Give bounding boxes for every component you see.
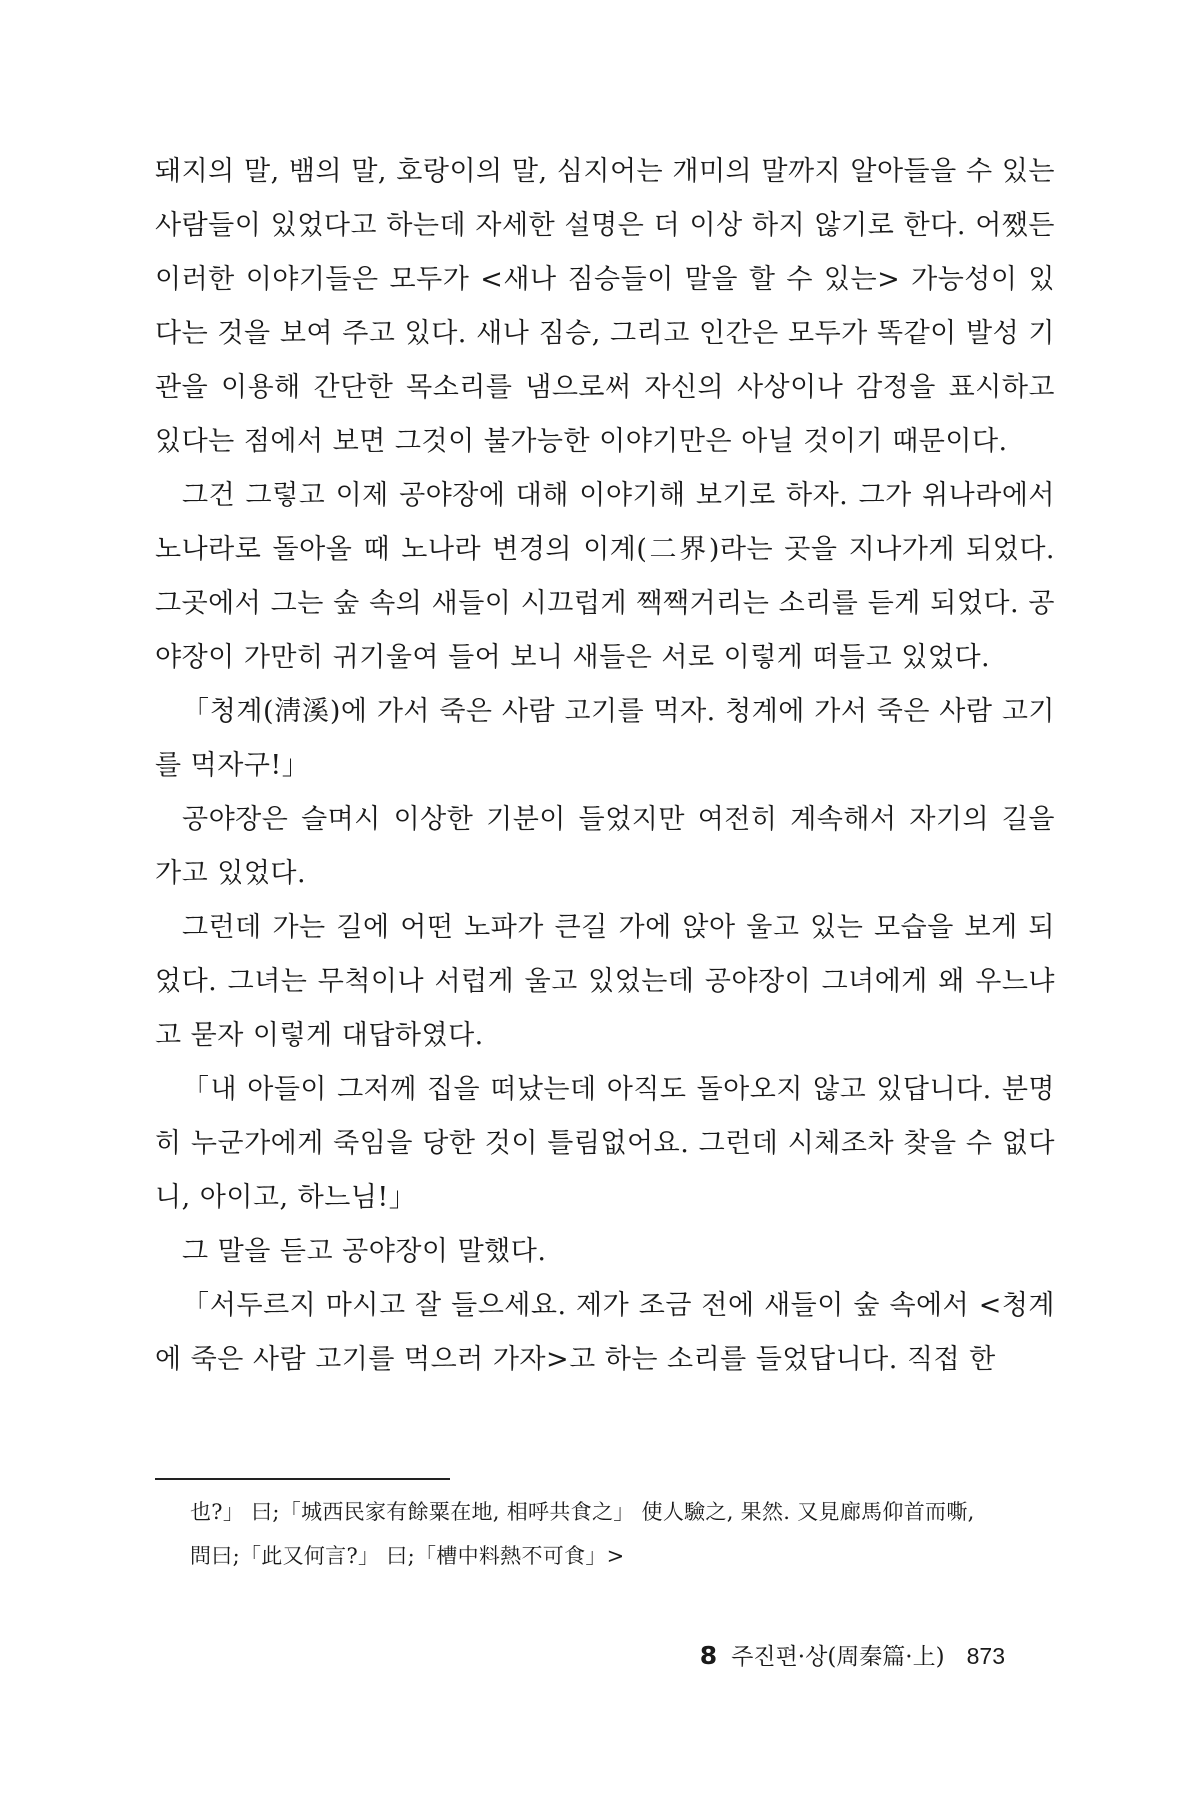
paragraph-7: 그 말을 듣고 공야장이 말했다. <box>182 1236 547 1267</box>
paragraph-2: 그건 그렇고 이제 공야장에 대해 이야기해 보기로 하자. 그가 위나라에서 노나라로 돌아올 때 노나라 변경의 이계(二界)라는 곳을 지나가게 되었다. 그곳에서 그는 숲 속의 새들이 시끄럽게 짹짹거리는 소리를 듣게 되었다. 공야장이 가만히 귀기울여 들어 보니 새들은 서로 이렇게 떠들고 있었다. <box>155 480 1055 673</box>
chapter-title: 주진편·상(周秦篇·上) <box>731 1644 945 1670</box>
footnote-divider <box>155 1478 450 1480</box>
paragraph-5: 그런데 가는 길에 어떤 노파가 큰길 가에 앉아 울고 있는 모습을 보게 되었다. 그녀는 무척이나 서럽게 울고 있었는데 공야장이 그녀에게 왜 우느냐고 묻자 이렇게 대답하였다. <box>155 912 1055 1051</box>
chapter-number: 8 <box>699 1641 718 1670</box>
page-footer <box>700 1638 1005 1671</box>
paragraph-4: 공야장은 슬며시 이상한 기분이 들었지만 여전히 계속해서 자기의 길을 가고 있었다. <box>155 804 1055 889</box>
paragraph-8: 「서두르지 마시고 잘 들으세요. 제가 조금 전에 새들이 숲 속에서 <청계에 죽은 사람 고기를 먹으러 가자>고 하는 소리를 들었답니다. 직접 한 <box>155 1290 1055 1375</box>
page-number: 873 <box>966 1643 1005 1669</box>
footnote-line-1: 也?」 曰;「城西民家有餘粟在地, 相呼共食之」 使人驗之, 果然. 又見廊馬仰首而嘶, <box>190 1500 975 1524</box>
paragraph-3: 「청계(淸溪)에 가서 죽은 사람 고기를 먹자. 청계에 가서 죽은 사람 고기를 먹자구!」 <box>155 696 1055 781</box>
body-text <box>155 145 1055 1387</box>
paragraph-1: 돼지의 말, 뱀의 말, 호랑이의 말, 심지어는 개미의 말까지 알아들을 수 있는 사람들이 있었다고 하는데 자세한 설명은 더 이상 하지 않기로 한다. 어쨌든 이러한 이야기들은 모두가 <새나 짐승들이 말을 할 수 있는> 가능성이 있다는 것을 보여 주고 있다. 새나 짐승, 그리고 인간은 모두가 똑같이 발성 기관을 이용해 간단한 목소리를 냄으로써 자신의 사상이나 감정을 표시하고 있다는 점에서 보면 그것이 불가능한 이야기만은 아닐 것이기 때문이다. <box>155 156 1055 457</box>
footnote-line-2: 問曰;「此又何言?」 曰;「槽中料熱不可食」> <box>190 1544 625 1568</box>
footnote <box>190 1490 1060 1578</box>
paragraph-6: 「내 아들이 그저께 집을 떠났는데 아직도 돌아오지 않고 있답니다. 분명히 누군가에게 죽임을 당한 것이 틀림없어요. 그런데 시체조차 찾을 수 없다니, 아이고, 하느님!」 <box>155 1074 1055 1213</box>
